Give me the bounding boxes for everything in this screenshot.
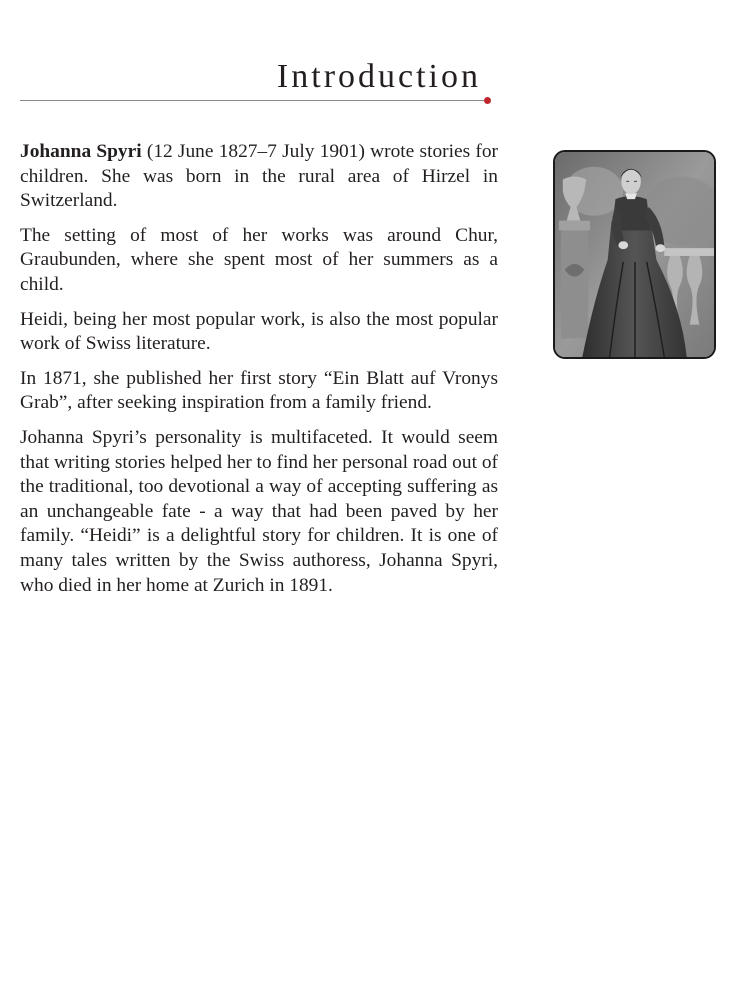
paragraph-3: Heidi, being her most popular work, is also the most popular work of Swiss literature. [20,308,498,355]
author-name: Johanna Spyri [20,141,142,162]
paragraph-1 [20,140,498,214]
paragraph-5: Johanna Spyri’s personality is multifaceted. It would seem that writing stories helped her to find her personal road out of the traditional, too devotional a way of accepting suffering as an unchangeable fate - a way that had been paved by her family. “Heidi” is a delightful story for children. It is one of many tales written by the Swiss authoress, Johanna Spyri, who died in her home at Zurich in 1891. [20,426,498,596]
title-divider [20,100,486,101]
author-portrait [553,150,716,359]
paragraph-2: The setting of most of her works was around Chur, Graubunden, where she spent most of her summers as a child. [20,224,498,295]
portrait-photo-icon [555,152,714,357]
paragraph-4: In 1871, she published her first story “Ein Blatt auf Vronys Grab”, after seeking inspiration from a family friend. [20,367,498,414]
title-accent-dot [484,97,491,104]
paragraph-1-text: (12 June 1827–7 July 1901) wrote stories for children. She was born in the rural area of Hirzel in Switzerland. [20,141,498,212]
intro-body [20,140,498,608]
page-title: Introduction [276,58,481,95]
